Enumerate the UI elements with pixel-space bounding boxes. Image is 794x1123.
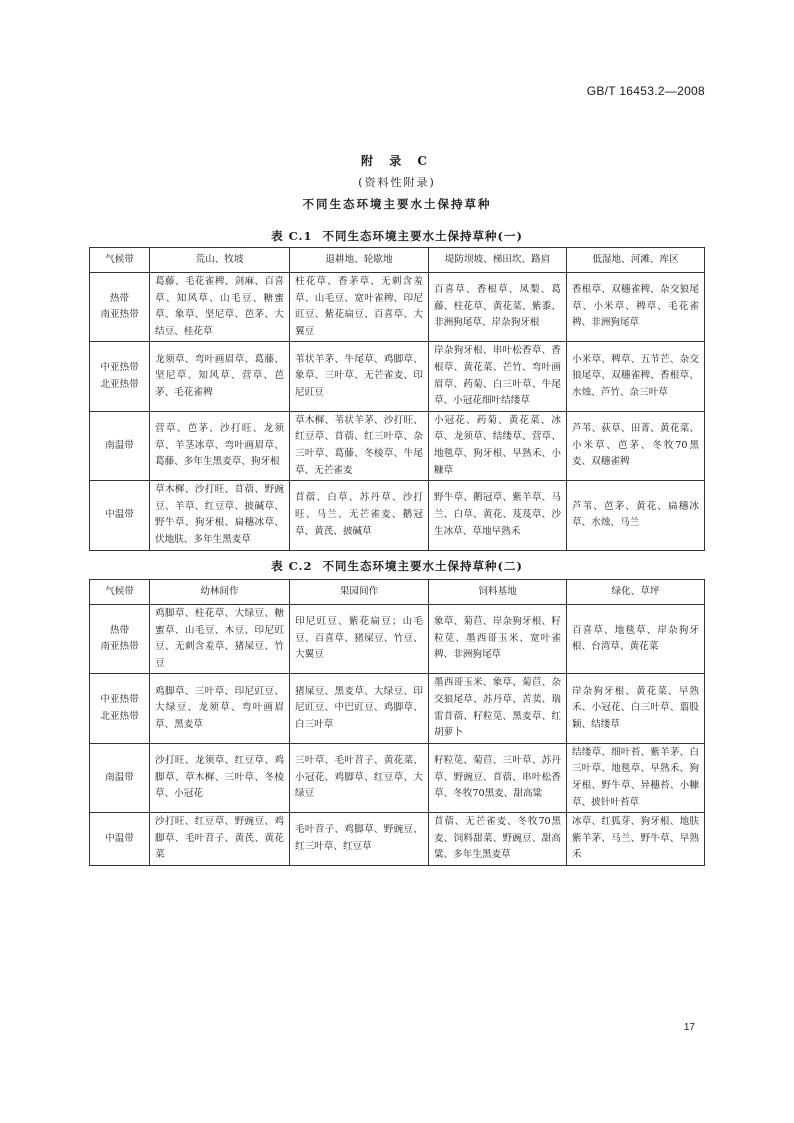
column-header: 绿化、草坪 bbox=[567, 580, 705, 605]
species-cell: 野牛草、鹅冠草、紫羊草、马兰、白草、黄花、芨芨草、沙生冰草、草地早熟禾 bbox=[429, 481, 567, 550]
climate-zone-label: 北亚热带 bbox=[100, 378, 139, 390]
table-row bbox=[90, 605, 705, 674]
column-header: 幼林间作 bbox=[150, 580, 290, 605]
table-row bbox=[90, 674, 705, 743]
species-cell: 芦苇、荻草、田菁、黄花菜、小米草、芭茅、冬牧70黑麦、双穗雀稗 bbox=[567, 411, 705, 480]
column-header: 气候带 bbox=[90, 248, 150, 273]
species-cell: 小冠花、药菊、黄花菜、冰草、龙须草、结缕草、营草、地毯草、狗牙根、早熟禾、小糠草 bbox=[429, 411, 567, 480]
climate-zone-label: 北亚热带 bbox=[100, 710, 139, 722]
species-cell: 沙打旺、红豆草、野豌豆、鸡脚草、毛叶苕子、黄芪、黄花菜 bbox=[150, 813, 290, 866]
species-cell: 百喜草、香根草、凤梨、葛藤、柱花草、黄花菜、紫黍、非洲狗尾草、岸杂狗牙根 bbox=[429, 273, 567, 342]
table-c1-title: 不同生态环境主要水土保持草种(一) bbox=[322, 229, 523, 243]
species-cell: 象草、菊苣、岸杂狗牙根、籽粒苋、墨西哥玉米、宽叶雀稗、非洲狗尾草 bbox=[429, 605, 567, 674]
climate-zone-label: 南亚热带 bbox=[100, 641, 139, 653]
climate-zone-cell bbox=[90, 743, 150, 812]
table-c2-caption bbox=[0, 558, 794, 574]
species-cell: 籽粒苋、菊苣、三叶草、苏丹草、野豌豆、苜蓿、串叶松香草、冬牧70黑麦、甜高粱 bbox=[429, 743, 567, 812]
table-row bbox=[90, 273, 705, 342]
climate-zone-cell bbox=[90, 481, 150, 550]
species-cell: 营草、芭茅、沙打旺、龙须草、羊茎冰草、弯叶画眉草、葛藤、多年生黑麦草、狗牙根 bbox=[150, 411, 290, 480]
climate-zone-label: 南温带 bbox=[105, 771, 134, 783]
table-row bbox=[90, 411, 705, 480]
species-cell: 葛藤、毛花雀稗、剑麻、百喜草、知风草、山毛豆、糖蜜草、象草、坚尼草、芭茅、大结豆、桂花草 bbox=[150, 273, 290, 342]
standard-number: GB/T 16453.2—2008 bbox=[586, 84, 705, 98]
table-row bbox=[90, 342, 705, 411]
appendix-nature: (资料性附录) bbox=[358, 176, 436, 189]
table-c1 bbox=[89, 247, 705, 551]
climate-zone-cell bbox=[90, 813, 150, 866]
column-header: 退耕地、轮歇地 bbox=[290, 248, 429, 273]
climate-zone-label: 中温带 bbox=[105, 832, 134, 844]
climate-zone-label: 热带 bbox=[109, 624, 130, 636]
species-cell: 苜蓿、无芒雀麦、冬牧70黑麦、饲料甜菜、野豌豆、甜高粱、多年生黑麦草 bbox=[429, 813, 567, 866]
table-row bbox=[90, 743, 705, 812]
column-header: 堤防坝坡、梯田坎、路肩 bbox=[429, 248, 567, 273]
species-cell: 猪屎豆、黑麦草、大绿豆、印尼豇豆、中巴豇豆、鸡脚草、白三叶草 bbox=[290, 674, 429, 743]
appendix-title: 附 录 C bbox=[361, 154, 433, 168]
species-cell: 草木樨、沙打旺、苜蓿、野豌豆、羊草、红豆草、披碱草、野牛草、狗牙根、扁穗冰草、伏地肤、多年生黑麦草 bbox=[150, 481, 290, 550]
table-header-row bbox=[90, 580, 705, 605]
species-cell: 沙打旺、龙须草、红豆草、鸡脚草、草木樨、三叶草、冬棱草、小冠花 bbox=[150, 743, 290, 812]
species-cell: 草木樨、苇状羊茅、沙打旺、红豆草、苜蓿、红三叶草、杂三叶草、葛藤、冬棱草、牛尾草、无芒雀麦 bbox=[290, 411, 429, 480]
climate-zone-label: 中亚热带 bbox=[100, 361, 139, 373]
column-header: 饲料基地 bbox=[429, 580, 567, 605]
climate-zone-cell bbox=[90, 411, 150, 480]
table-row bbox=[90, 813, 705, 866]
table-c2 bbox=[89, 579, 705, 866]
column-header: 荒山、牧坡 bbox=[150, 248, 290, 273]
climate-zone-cell bbox=[90, 342, 150, 411]
species-cell: 毛叶苕子、鸡脚草、野豌豆、红三叶草、红豆草 bbox=[290, 813, 429, 866]
page-number: 17 bbox=[683, 1022, 695, 1033]
species-cell: 芦苇、芭茅、黄花、扁穗冰草、水烛、马兰 bbox=[567, 481, 705, 550]
climate-zone-label: 南温带 bbox=[105, 439, 134, 451]
column-header: 气候带 bbox=[90, 580, 150, 605]
species-cell: 岸杂狗牙根、黄花菜、早熟禾、小冠花、白三叶草、翦股颖、结缕草 bbox=[567, 674, 705, 743]
species-cell: 小米草、稗草、五节芒、杂交狼尾草、双穗雀稗、香根草、水烛、芦竹、杂三叶草 bbox=[567, 342, 705, 411]
species-cell: 结缕草、细叶苔、紫羊茅、白三叶草、地毯草、早熟禾、狗牙根、野牛草、异穗苔、小糠草、披针叶苔草 bbox=[567, 743, 705, 812]
table-c2-number: 表 C.2 bbox=[271, 559, 313, 573]
climate-zone-label: 中亚热带 bbox=[100, 693, 139, 705]
climate-zone-label: 南亚热带 bbox=[100, 309, 139, 321]
species-cell: 鸡脚草、三叶草、印尼豇豆、大绿豆、龙须草、弯叶画眉草、黑麦草 bbox=[150, 674, 290, 743]
species-cell: 龙须草、弯叶画眉草、葛藤、坚尼草、知风草、营草、芭茅、毛花雀稗 bbox=[150, 342, 290, 411]
climate-zone-label: 热带 bbox=[109, 292, 130, 304]
species-cell: 墨西哥玉米、象草、菊苣、杂交狼尾草、苏丹草、苦荬、瑞雷苜蓿、籽粒苋、黑麦草、红胡萝卜 bbox=[429, 674, 567, 743]
column-header: 低湿地、河滩、库区 bbox=[567, 248, 705, 273]
species-cell: 苇状羊茅、牛尾草、鸡脚草、象草、三叶草、无芒雀麦、印尼豇豆 bbox=[290, 342, 429, 411]
appendix-main-title: 不同生态环境主要水土保持草种 bbox=[302, 197, 492, 211]
table-c2-title: 不同生态环境主要水土保持草种(二) bbox=[322, 559, 523, 573]
table-c1-caption bbox=[0, 228, 794, 244]
table-c1-number: 表 C.1 bbox=[271, 229, 313, 243]
climate-zone-cell bbox=[90, 273, 150, 342]
species-cell: 三叶草、毛叶苕子、黄花菜、小冠花、鸡脚草、红豆草、大绿豆 bbox=[290, 743, 429, 812]
climate-zone-cell bbox=[90, 605, 150, 674]
species-cell: 苜蓿、白草、苏丹草、沙打旺、马兰、无芒雀麦、鹅冠草、黄芪、披碱草 bbox=[290, 481, 429, 550]
table-header-row bbox=[90, 248, 705, 273]
column-header: 果园间作 bbox=[290, 580, 429, 605]
species-cell: 鸡脚草、柱花草、大绿豆、糖蜜草、山毛豆、木豆、印尼豇豆、无刺含羞草、猪屎豆、竹豆 bbox=[150, 605, 290, 674]
species-cell: 柱花草、香茅草、无刺含羞草、山毛豆、宽叶雀稗、印尼豇豆、紫花扁豆、百喜草、大翼豆 bbox=[290, 273, 429, 342]
species-cell: 岸杂狗牙根、串叶松香草、香根草、黄花菜、芒竹、弯叶画眉草、药菊、白三叶草、牛尾草、小冠花细叶结缕草 bbox=[429, 342, 567, 411]
species-cell: 香根草、双穗雀稗、杂交狼尾草、小米草、稗草、毛花雀稗、非洲狗尾草 bbox=[567, 273, 705, 342]
species-cell: 百喜草、地毯草、岸杂狗牙根、台湾草、黄花菜 bbox=[567, 605, 705, 674]
species-cell: 印尼豇豆、紫花扁豆；山毛豆、百喜草、猪屎豆、竹豆、大翼豆 bbox=[290, 605, 429, 674]
climate-zone-cell bbox=[90, 674, 150, 743]
species-cell: 冰草、红狐芽、狗牙根、地肤紫羊茅、马兰、野牛草、早熟禾 bbox=[567, 813, 705, 866]
table-row bbox=[90, 481, 705, 550]
climate-zone-label: 中温带 bbox=[105, 509, 134, 521]
